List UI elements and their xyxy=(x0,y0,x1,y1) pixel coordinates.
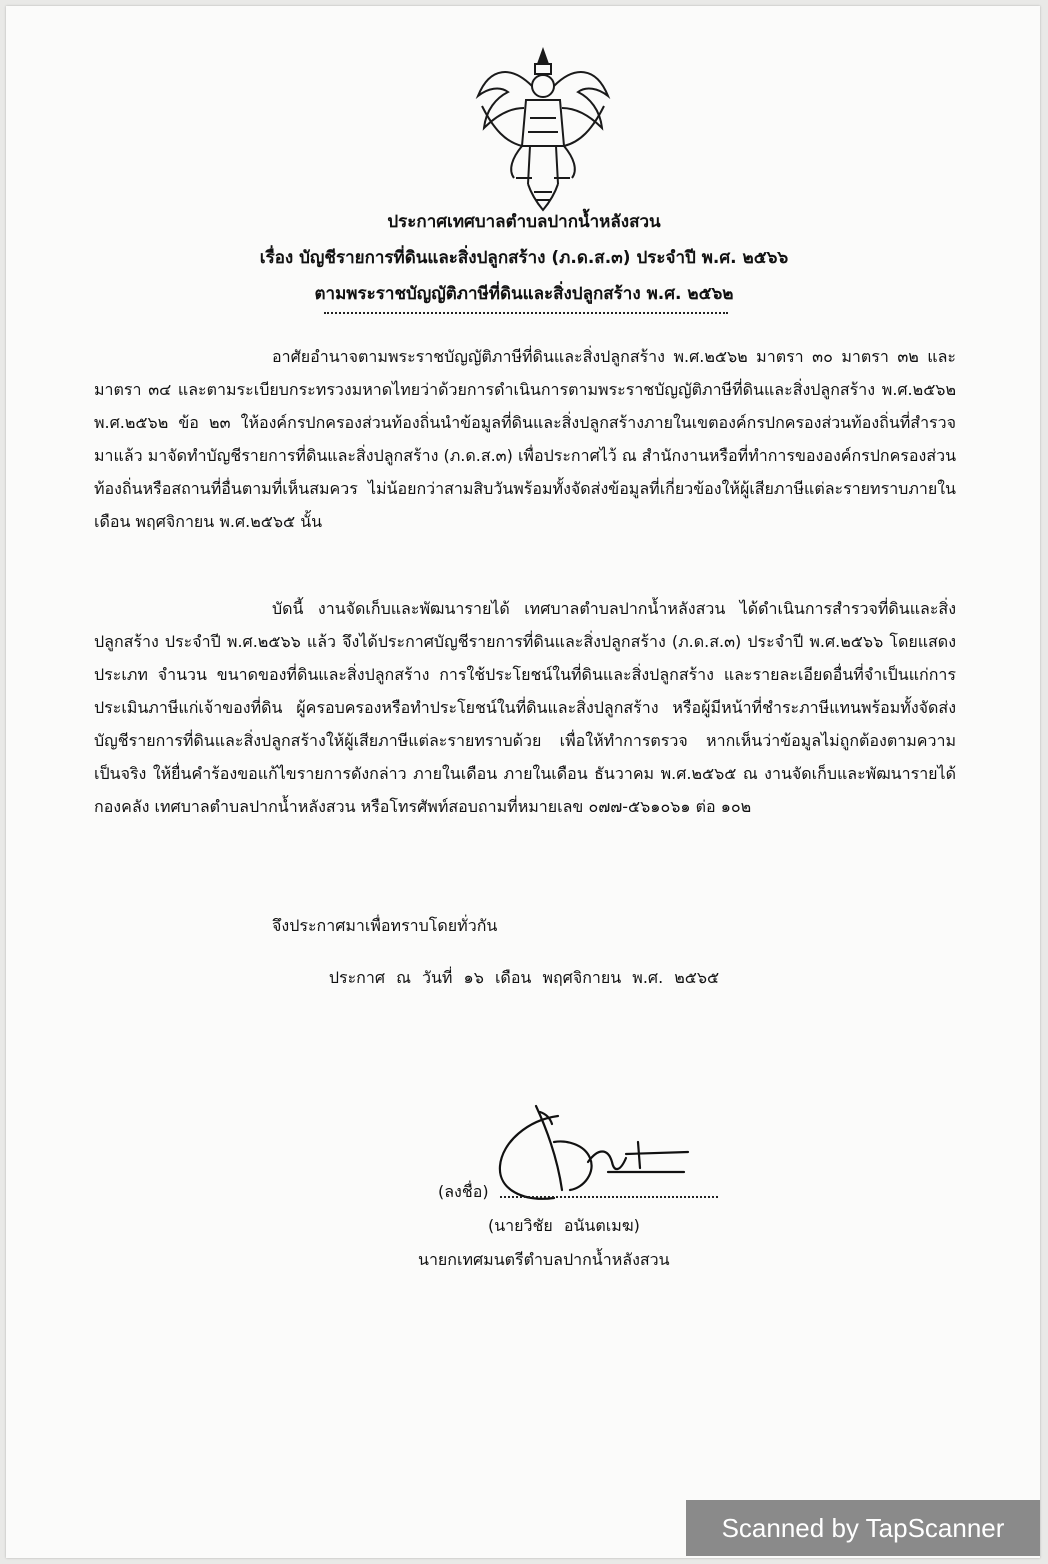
title-divider xyxy=(324,312,728,314)
signature-line xyxy=(500,1196,718,1198)
body-paragraph-2: บัดนี้ งานจัดเก็บและพัฒนารายได้ เทศบาลตำบลปากน้ำหลังสวน ได้ดำเนินการสำรวจที่ดินและสิ่งปลูกสร้าง ประจำปี พ.ศ.๒๕๖๖ แล้ว จึงได้ประกาศบัญชีรายการที่ดินและสิ่งปลูกสร้าง (ภ.ด.ส.๓) ประจำปี พ.ศ.๒๕๖๖ โดยแสดง ประเภท จำนวน ขนาดของที่ดินและสิ่งปลูกสร้าง การใช้ประโยชน์ในที่ดินและสิ่งปลูกสร้าง และรายละเอียดอื่นที่จำเป็นแก่การประเมินภาษีแก่เจ้าของที่ดิน ผู้ครอบครองหรือทำประโยชน์ในที่ดินและสิ่งปลูกสร้าง หรือผู้มีหน้าที่ชำระภาษีแทนพร้อมทั้งจัดส่งบัญชีรายการที่ดินและสิ่งปลูกสร้างให้ผู้เสียภาษีแต่ละรายทราบด้วย เพื่อให้ทำการตรวจ หากเห็นว่าข้อมูลไม่ถูกต้องตามความเป็นจริง ให้ยื่นคำร้องขอแก้ไขรายการดังกล่าว ภายในเดือน ภายในเดือน ธันวาคม พ.ศ.๒๕๖๕ ณ งานจัดเก็บและพัฒนารายได้ กองคลัง เทศบาลตำบลปากน้ำหลังสวน หรือโทรศัพท์สอบถามที่หมายเลข ๐๗๗-๕๖๑๐๖๑ ต่อ ๑๐๒ xyxy=(94,599,956,816)
announcement-subject: เรื่อง บัญชีรายการที่ดินและสิ่งปลูกสร้าง (ภ.ด.ส.๓) ประจำปี พ.ศ. ๒๕๖๖ xyxy=(259,248,789,268)
scanner-watermark: Scanned by TapScanner xyxy=(686,1500,1040,1556)
handwritten-signature xyxy=(488,1102,704,1206)
signer-name: (นายวิชัย อนันตเมฆ) xyxy=(488,1216,640,1235)
signature-label: (ลงชื่อ) xyxy=(438,1182,489,1201)
garuda-emblem-icon xyxy=(472,46,614,214)
closing-statement: จึงประกาศมาเพื่อทราบโดยทั่วกัน xyxy=(272,916,498,935)
announcement-act-reference: ตามพระราชบัญญัติภาษีที่ดินและสิ่งปลูกสร้าง พ.ศ. ๒๕๖๒ xyxy=(314,284,734,304)
body-paragraph-1: อาศัยอำนาจตามพระราชบัญญัติภาษีที่ดินและสิ่งปลูกสร้าง พ.ศ.๒๕๖๒ มาตรา ๓๐ มาตรา ๓๒ และมาตรา ๓๔ และตามระเบียบกระทรวงมหาดไทยว่าด้วยการดำเนินการตามพระราชบัญญัติภาษีที่ดินและสิ่งปลูกสร้าง พ.ศ.๒๕๖๒ พ.ศ.๒๕๖๒ ข้อ ๒๓ ให้องค์กรปกครองส่วนท้องถิ่นนำข้อมูลที่ดินและสิ่งปลูกสร้างภายในเขตองค์กรปกครองส่วนท้องถิ่นที่สำรวจมาแล้ว มาจัดทำบัญชีรายการที่ดินและสิ่งปลูกสร้าง (ภ.ด.ส.๓) เพื่อประกาศไว้ ณ สำนักงานหรือที่ทำการขององค์กรปกครองส่วนท้องถิ่นหรือสถานที่อื่นตามที่เห็นสมควร ไม่น้อยกว่าสามสิบวันพร้อมทั้งจัดส่งข้อมูลที่เกี่ยวข้องให้ผู้เสียภาษีแต่ละรายทราบภายในเดือน พฤศจิกายน พ.ศ.๒๕๖๕ นั้น xyxy=(94,347,956,531)
announcement-title: ประกาศเทศบาลตำบลปากน้ำหลังสวน xyxy=(387,212,661,232)
signer-position: นายกเทศมนตรีตำบลปากน้ำหลังสวน xyxy=(418,1250,670,1269)
announcement-date: ประกาศ ณ วันที่ ๑๖ เดือน พฤศจิกายน พ.ศ. ๒๕๖๕ xyxy=(328,968,720,987)
